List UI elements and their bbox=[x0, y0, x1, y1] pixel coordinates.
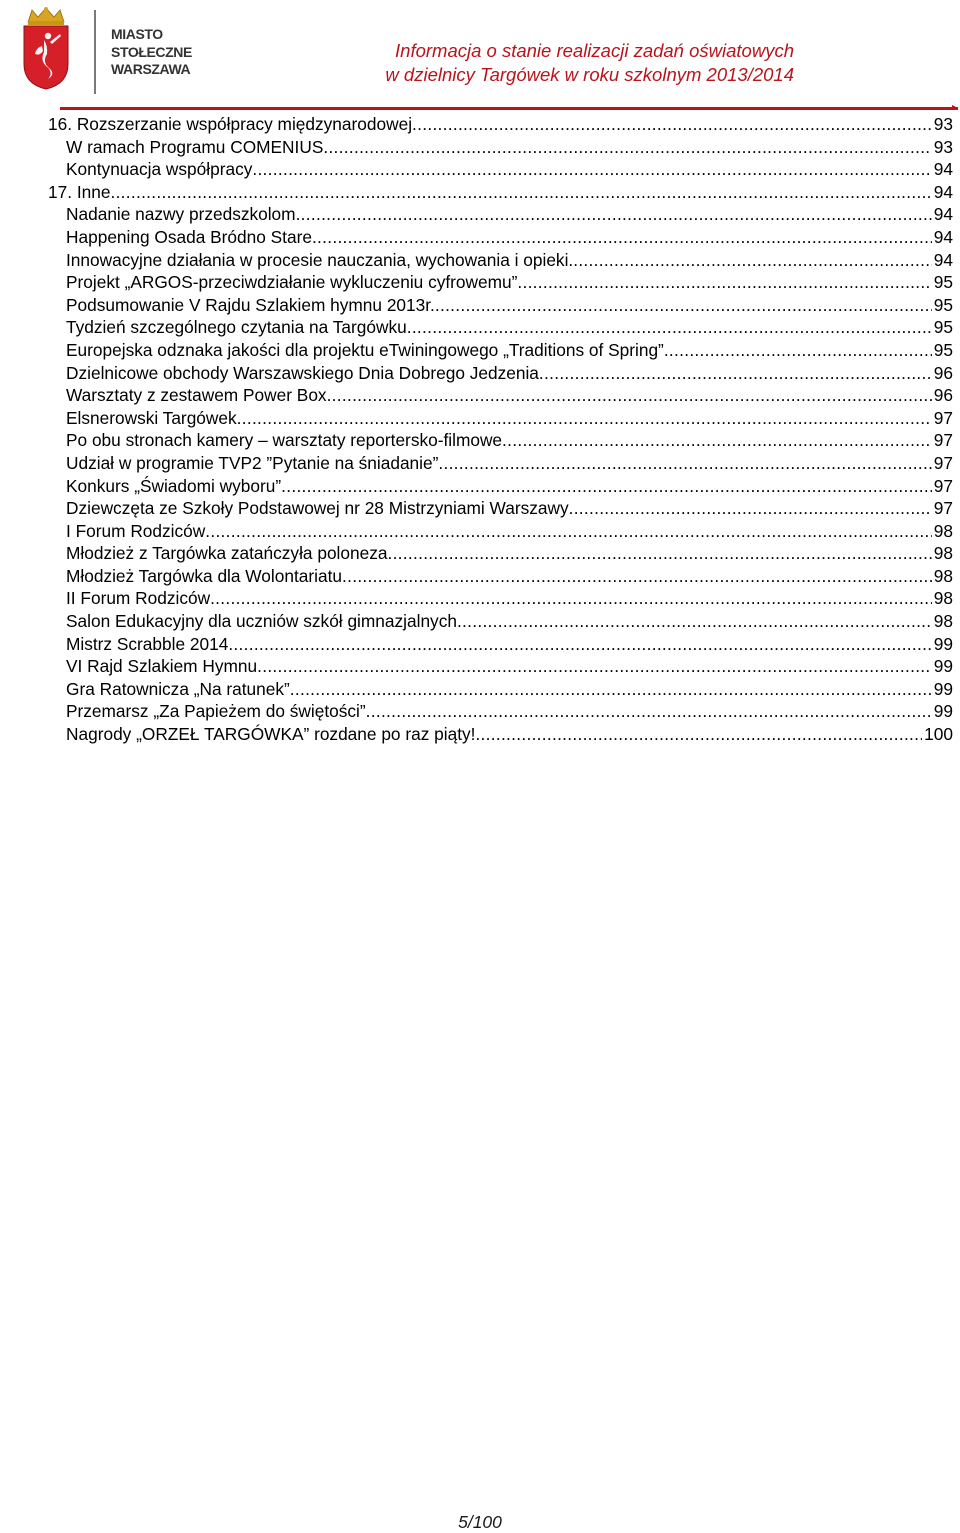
toc-entry-title: Kontynuacja współpracy bbox=[66, 159, 253, 180]
toc-entry-title: Podsumowanie V Rajdu Szlakiem hymnu 2013r. bbox=[66, 294, 435, 315]
toc-entry-title: 17. Inne bbox=[48, 181, 111, 202]
toc-entry[interactable] bbox=[48, 542, 953, 565]
toc-entry-page: 95 bbox=[933, 294, 953, 315]
toc-leader-dots bbox=[323, 136, 931, 159]
toc-entry-page: 95 bbox=[933, 339, 953, 360]
toc-leader-dots bbox=[438, 452, 931, 475]
toc-leader-dots bbox=[457, 610, 932, 633]
toc-entry-page: 100 bbox=[924, 724, 953, 745]
toc-entry[interactable] bbox=[48, 316, 953, 339]
toc-entry-page: 94 bbox=[933, 159, 953, 180]
toc-entry-page: 94 bbox=[933, 181, 953, 202]
toc-entry[interactable] bbox=[48, 339, 953, 362]
toc-entry[interactable] bbox=[48, 181, 953, 204]
toc-entry-title: Elsnerowski Targówek bbox=[66, 407, 237, 428]
toc-entry[interactable] bbox=[48, 520, 953, 543]
toc-entry-page: 97 bbox=[933, 452, 953, 473]
toc-entry[interactable] bbox=[48, 723, 953, 746]
toc-leader-dots bbox=[110, 181, 931, 204]
toc-entry-title: I Forum Rodziców bbox=[66, 520, 206, 541]
toc-leader-dots bbox=[407, 316, 932, 339]
toc-entry-title: Dzielnicowe obchody Warszawskiego Dnia Dobrego Jedzenia bbox=[66, 362, 539, 383]
toc-entry-page: 97 bbox=[933, 407, 953, 428]
toc-entry-page: 98 bbox=[933, 588, 953, 609]
toc-leader-dots bbox=[342, 565, 932, 588]
toc-entry-title: Happening Osada Bródno Stare bbox=[66, 226, 312, 247]
toc-entry-page: 98 bbox=[933, 611, 953, 632]
toc-leader-dots bbox=[664, 339, 932, 362]
toc-entry-title: Udział w programie TVP2 ”Pytanie na śniadanie” bbox=[66, 452, 439, 473]
toc-entry[interactable] bbox=[48, 429, 953, 452]
toc-entry[interactable] bbox=[48, 587, 953, 610]
toc-entry[interactable] bbox=[48, 475, 953, 498]
toc-entry-page: 94 bbox=[933, 226, 953, 247]
toc-entry-page: 94 bbox=[933, 204, 953, 225]
toc-entry[interactable] bbox=[48, 497, 953, 520]
toc-entry-title: Projekt „ARGOS-przeciwdziałanie wykluczeniu cyfrowemu” bbox=[66, 272, 518, 293]
page-number: 5/100 bbox=[458, 1512, 502, 1532]
toc-entry-title: Gra Ratownicza „Na ratunek” bbox=[66, 678, 290, 699]
toc-leader-dots bbox=[412, 113, 932, 136]
toc-entry-page: 98 bbox=[933, 565, 953, 586]
toc-entry-title: Młodzież Targówka dla Wolontariatu bbox=[66, 565, 343, 586]
header-divider bbox=[94, 10, 96, 94]
toc-entry-title: 16. Rozszerzanie współpracy międzynarodowej bbox=[48, 114, 413, 134]
toc-entry-page: 95 bbox=[933, 317, 953, 338]
toc-leader-dots bbox=[290, 678, 932, 701]
toc-entry-page: 98 bbox=[933, 520, 953, 541]
toc-entry[interactable] bbox=[48, 700, 953, 723]
toc-entry-title: Dziewczęta ze Szkoły Podstawowej nr 28 Mistrzyniami Warszawy bbox=[66, 498, 569, 519]
toc-entry-title: Przemarsz „Za Papieżem do świętości” bbox=[66, 701, 366, 722]
header-rule bbox=[60, 107, 958, 110]
toc-entry[interactable] bbox=[48, 203, 953, 226]
toc-leader-dots bbox=[539, 362, 932, 385]
toc-entry[interactable] bbox=[48, 407, 953, 430]
toc-entry-title: Tydzień szczególnego czytania na Targówku bbox=[66, 317, 407, 338]
toc-entry-title: W ramach Programu COMENIUS bbox=[66, 136, 324, 157]
toc-entry-page: 99 bbox=[933, 701, 953, 722]
toc-entry-page: 93 bbox=[933, 114, 953, 134]
toc-entry-page: 94 bbox=[933, 249, 953, 270]
toc-entry-page: 99 bbox=[933, 656, 953, 677]
toc-leader-dots bbox=[257, 655, 932, 678]
toc-entry-title: Innowacyjne działania w procesie nauczania, wychowania i opieki. bbox=[66, 249, 574, 270]
toc-leader-dots bbox=[327, 384, 932, 407]
toc-leader-dots bbox=[252, 158, 931, 181]
toc-entry[interactable] bbox=[48, 384, 953, 407]
toc-entry-page: 96 bbox=[933, 385, 953, 406]
toc-entry[interactable] bbox=[48, 610, 953, 633]
toc-leader-dots bbox=[312, 226, 932, 249]
toc-entry-title: II Forum Rodziców bbox=[66, 588, 211, 609]
toc-entry-page: 95 bbox=[933, 272, 953, 293]
toc-leader-dots bbox=[228, 633, 931, 656]
toc-entry-title: Salon Edukacyjny dla uczniów szkół gimnazjalnych bbox=[66, 611, 457, 632]
toc-leader-dots bbox=[281, 475, 932, 498]
toc-entry[interactable] bbox=[48, 249, 953, 272]
city-logo-text bbox=[111, 26, 192, 79]
toc-leader-dots bbox=[502, 429, 932, 452]
logo-line: STOŁECZNE bbox=[111, 43, 192, 60]
toc-entry[interactable] bbox=[48, 271, 953, 294]
toc-entry-page: 99 bbox=[933, 633, 953, 654]
warsaw-crest-icon bbox=[22, 6, 70, 90]
toc-entry-page: 98 bbox=[933, 543, 953, 564]
toc-entry[interactable] bbox=[48, 136, 953, 159]
toc-leader-dots bbox=[237, 407, 932, 430]
table-of-contents bbox=[48, 113, 953, 746]
toc-entry-title: Młodzież z Targówka zatańczyła poloneza bbox=[66, 543, 388, 564]
toc-entry[interactable] bbox=[48, 452, 953, 475]
toc-entry-title: Europejska odznaka jakości dla projektu eTwiningowego „Traditions of Spring” bbox=[66, 339, 664, 360]
toc-entry-title: Nagrody „ORZEŁ TARGÓWKA” rozdane po raz piąty! bbox=[66, 724, 476, 745]
toc-entry-page: 96 bbox=[933, 362, 953, 383]
page-header bbox=[0, 0, 960, 112]
toc-leader-dots bbox=[205, 520, 932, 543]
toc-leader-dots bbox=[366, 700, 932, 723]
logo-line: MIASTO bbox=[111, 26, 163, 42]
toc-entry[interactable] bbox=[48, 113, 953, 136]
toc-entry[interactable] bbox=[48, 294, 953, 317]
toc-leader-dots bbox=[435, 294, 932, 317]
toc-entry[interactable] bbox=[48, 158, 953, 181]
toc-entry[interactable] bbox=[48, 678, 953, 701]
toc-entry[interactable] bbox=[48, 655, 953, 678]
toc-entry-title: VI Rajd Szlakiem Hymnu bbox=[66, 656, 258, 677]
toc-entry-page: 93 bbox=[933, 136, 953, 157]
toc-entry-title: Po obu stronach kamery – warsztaty reportersko-filmowe bbox=[66, 430, 503, 451]
report-title-line2: w dzielnicy Targówek w roku szkolnym 2013/2014 bbox=[385, 64, 794, 85]
toc-entry-title: Konkurs „Świadomi wyboru” bbox=[66, 475, 282, 496]
toc-leader-dots bbox=[296, 203, 932, 226]
report-title-line1: Informacja o stanie realizacji zadań oświatowych bbox=[395, 40, 794, 61]
toc-entry-title: Warsztaty z zestawem Power Box bbox=[66, 385, 327, 406]
toc-entry-page: 97 bbox=[933, 475, 953, 496]
toc-entry-page: 97 bbox=[933, 498, 953, 519]
toc-leader-dots bbox=[573, 249, 932, 272]
toc-entry-title: Nadanie nazwy przedszkolom bbox=[66, 204, 296, 225]
toc-leader-dots bbox=[387, 542, 931, 565]
toc-leader-dots bbox=[475, 723, 922, 746]
toc-entry[interactable] bbox=[48, 633, 953, 656]
toc-entry[interactable] bbox=[48, 362, 953, 385]
toc-leader-dots bbox=[517, 271, 931, 294]
toc-entry-page: 99 bbox=[933, 678, 953, 699]
toc-entry[interactable] bbox=[48, 226, 953, 249]
toc-leader-dots bbox=[569, 497, 932, 520]
toc-entry-page: 97 bbox=[933, 430, 953, 451]
toc-leader-dots bbox=[210, 587, 932, 610]
report-title bbox=[385, 39, 794, 87]
toc-entry[interactable] bbox=[48, 565, 953, 588]
toc-entry-title: Mistrz Scrabble 2014 bbox=[66, 633, 229, 654]
logo-line: WARSZAWA bbox=[111, 61, 191, 77]
